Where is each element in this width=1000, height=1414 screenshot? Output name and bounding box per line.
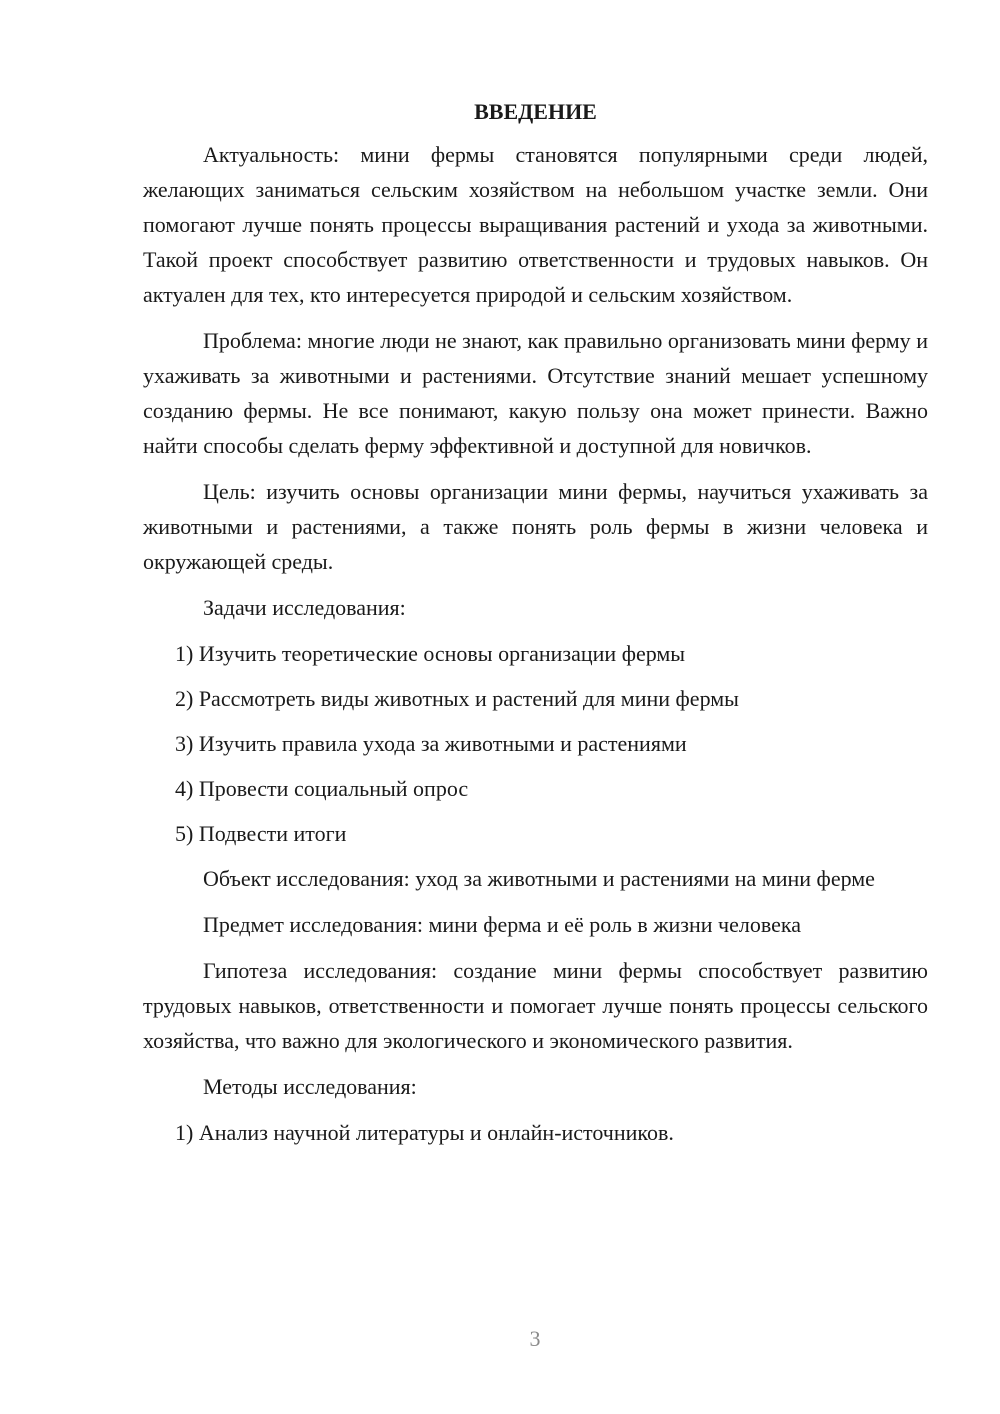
section-title: ВВЕДЕНИЕ [474,99,597,124]
problem-paragraph: Проблема: многие люди не знают, как правильно организовать мини ферму и ухаживать за животными и растениями. Отсутствие знаний мешает успешному созданию фермы. Не все понимают, какую пользу она может принести. Важно найти способы сделать ферму эффективной и доступной для новичков. [143,328,928,458]
task-item: 4) Провести социальный опрос [175,776,469,801]
hypothesis-paragraph: Гипотеза исследования: создание мини фермы способствует развитию трудовых навыков, ответственности и помогает лучше понять процессы сельского хозяйства, что важно для экологического и экономического развития. [143,958,928,1053]
task-item: 2) Рассмотреть виды животных и растений для мини фермы [175,686,739,711]
page-number: 3 [529,1326,541,1351]
tasks-heading: Задачи исследования: [203,595,406,620]
subject-paragraph: Предмет исследования: мини ферма и её роль в жизни человека [203,912,801,937]
task-item: 3) Изучить правила ухода за животными и растениями [175,731,687,756]
relevance-paragraph: Актуальность: мини фермы становятся популярными среди людей, желающих заниматься сельским хозяйством на небольшом участке земли. Они помогают лучше понять процессы выращивания растений и ухода за животными. Такой проект способствует развитию ответственности и трудовых навыков. Он актуален для тех, кто интересуется природой и сельским хозяйством. [143,142,928,307]
task-item: 5) Подвести итоги [175,821,347,846]
task-item: 1) Изучить теоретические основы организации фермы [175,641,686,666]
page-content [143,97,928,1160]
goal-paragraph: Цель: изучить основы организации мини фермы, научиться ухаживать за животными и растениями, а также понять роль фермы в жизни человека и окружающей среды. [143,479,928,574]
methods-heading: Методы исследования: [203,1074,417,1099]
object-paragraph: Объект исследования: уход за животными и растениями на мини ферме [203,866,875,891]
method-item: 1) Анализ научной литературы и онлайн-источников. [175,1120,674,1145]
